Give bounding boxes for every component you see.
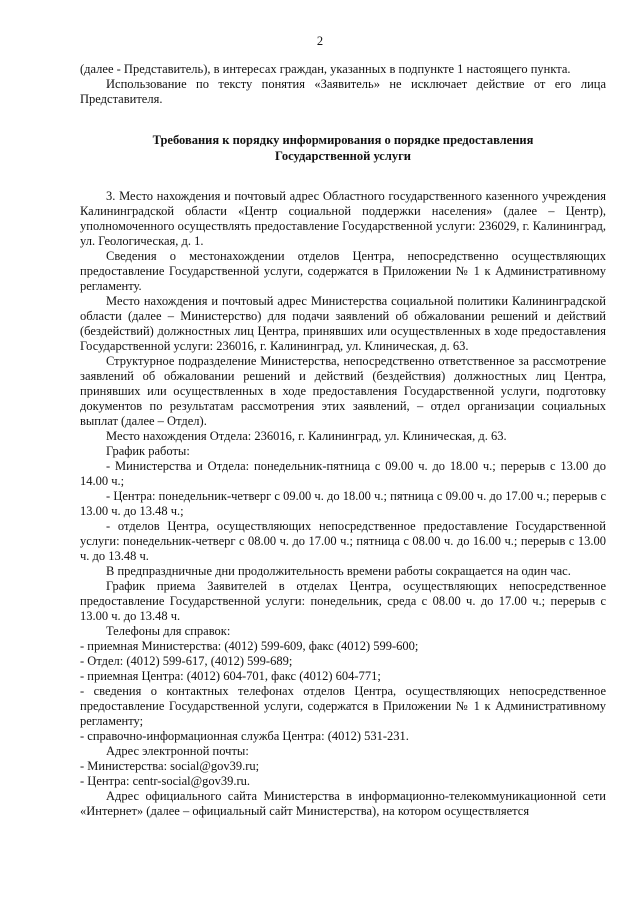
section-heading-line: Государственной услуги — [275, 149, 411, 163]
document-body — [80, 62, 606, 819]
list-item: - справочно-информационная служба Центра: (4012) 531-231. — [80, 729, 409, 743]
paragraph: Место нахождения и почтовый адрес Министерства социальной политики Калининградской области (далее – Министерство) для подачи заявлений об обжаловании решений и действий (бездействий) должностных лиц Центра, принявших или осуществленных в ходе предоставления Государственной услуги: 236016, г. Калининград, ул. Клиническая, д. 63. — [80, 294, 606, 353]
section-heading — [80, 132, 606, 164]
page-number: 2 — [316, 34, 324, 48]
list-item: - Отдел: (4012) 599-617, (4012) 599-689; — [80, 654, 293, 668]
paragraph: Использование по тексту понятия «Заявитель» не исключает действие от его лица Представителя. — [80, 77, 606, 106]
list-item: - приемная Министерства: (4012) 599-609, факс (4012) 599-600; — [80, 639, 419, 653]
list-item: - отделов Центра, осуществляющих непосредственное предоставление Государственной услуги: понедельник-четверг с 08.00 ч. до 17.00 ч.; пятница с 08.00 ч. до 16.00 ч.; перерыв с 13.00 ч. до 13.48 ч. — [80, 519, 606, 563]
list-item: - Министерства и Отдела: понедельник-пятница с 09.00 ч. до 18.00 ч.; перерыв с 13.00 до 14.00 ч.; — [80, 459, 606, 488]
paragraph: Адрес официального сайта Министерства в информационно-телекоммуникационной сети «Интернет» (далее – официальный сайт Министерства), на котором осуществляется — [80, 789, 606, 818]
list-item: - Центра: centr-social@gov39.ru. — [80, 774, 251, 788]
list-item: - сведения о контактных телефонах отделов Центра, осуществляющих непосредственное предоставление Государственной услуги, содержатся в Приложении № 1 к Административному регламенту; — [80, 684, 606, 728]
paragraph: (далее - Представитель), в интересах граждан, указанных в подпункте 1 настоящего пункта. — [80, 62, 571, 76]
paragraph: График приема Заявителей в отделах Центра, осуществляющих непосредственное предоставление Государственной услуги: понедельник, среда с 08.00 ч. до 17.00 ч.; перерыв с 13.00 ч. до 13.48 ч. — [80, 579, 606, 623]
section-heading-line: Требования к порядку информирования о порядке предоставления — [152, 133, 534, 147]
paragraph: Место нахождения Отдела: 236016, г. Калининград, ул. Клиническая, д. 63. — [106, 429, 507, 443]
paragraph: Телефоны для справок: — [106, 624, 231, 638]
paragraph: Адрес электронной почты: — [106, 744, 249, 758]
paragraph: График работы: — [106, 444, 190, 458]
list-item: - Министерства: social@gov39.ru; — [80, 759, 260, 773]
paragraph: Сведения о местонахождении отделов Центра, непосредственно осуществляющих предоставление Государственной услуги, содержатся в Приложении № 1 к Административному регламенту. — [80, 249, 606, 293]
paragraph: 3. Место нахождения и почтовый адрес Областного государственного казенного учреждения Калининградской области «Центр социальной поддержки населения» (далее – Центр), уполномоченного осуществлять предоставление Государственной услуги: 236029, г. Калининград, ул. Геологическая, д. 1. — [80, 189, 606, 248]
paragraph: В предпраздничные дни продолжительность времени работы сокращается на один час. — [106, 564, 571, 578]
paragraph: Структурное подразделение Министерства, непосредственно ответственное за рассмотрение заявлений об обжаловании решений и действий (бездействия) должностных лиц Центра, принявших или осуществленных в ходе предоставления Государственной услуги, подготовку документов по результатам рассмотрения этих заявлений, – отдел организации социальных выплат (далее – Отдел). — [80, 354, 606, 428]
list-item: - Центра: понедельник-четверг с 09.00 ч. до 18.00 ч.; пятница с 09.00 ч. до 17.00 ч.; перерыв с 13.00 ч. до 13.48 ч.; — [80, 489, 606, 518]
list-item: - приемная Центра: (4012) 604-701, факс (4012) 604-771; — [80, 669, 381, 683]
